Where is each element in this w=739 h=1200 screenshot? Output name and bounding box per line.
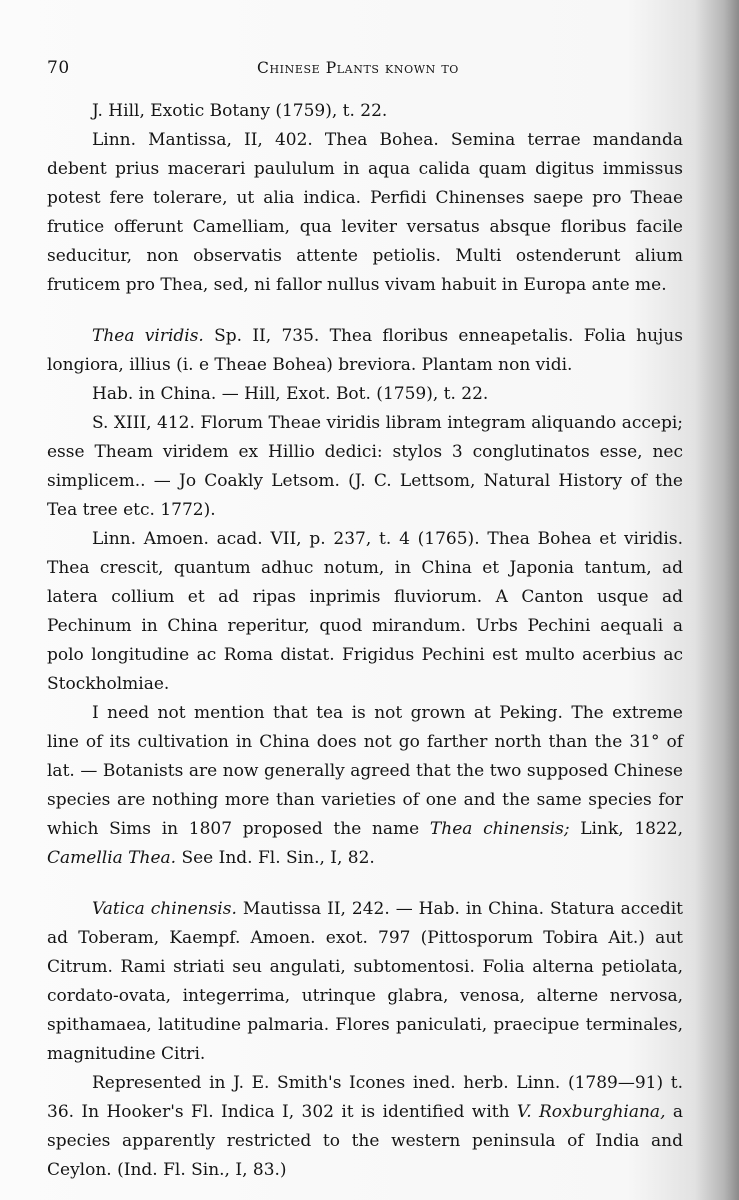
taxon-name: Vatica chinensis. [92, 899, 237, 919]
paragraph-text: I need not mention that tea is not grown at Peking. The extreme line of its cultivation in China does not go farther north than the 31° of lat. — Botanists are now generally agreed that the two supposed Chinese species are nothing more than varieties of one and the same species for which Sims in 1807 proposed the name [47, 703, 683, 839]
paragraph-habitat-china: Hab. in China. — Hill, Exot. Bot. (1759), t. 22. [92, 384, 489, 404]
taxon-name: Camellia Thea. [47, 848, 177, 868]
paragraph-text: a species apparently restricted to the western peninsula of India and Ceylon. (Ind. Fl. Sin., I, 83.) [47, 1102, 683, 1180]
taxon-name: V. Roxburghiana, [516, 1102, 666, 1122]
section-gap [47, 300, 683, 322]
paragraph-text: Link, 1822, [569, 819, 683, 839]
paragraph-commentary-vatica [47, 1069, 683, 1185]
paragraph-hill-exotic-botany: J. Hill, Exotic Botany (1759), t. 22. [92, 101, 388, 121]
paragraph-amoen-acad: Linn. Amoen. acad. VII, p. 237, t. 4 (1765). Thea Bohea et viridis. Thea crescit, quantum adhuc notum, in China et Japonia tantum, ad latera collium et ad ripas inprimis fluviorum. A Canton usque ad Pechinum in China reperitur, quod mirandum. Urbs Pechini aequali a polo longitudine ac Roma distat. Frigidus Pechini est multo acerbius ac Stockholmiae. [47, 529, 683, 694]
page-header [47, 58, 687, 82]
paragraph-text: Represented in J. E. Smith's Icones ined. herb. Linn. (1789—91) t. 36. In Hooker's Fl. Indica I, 302 it is identified with [47, 1073, 683, 1122]
page-body [47, 97, 683, 1185]
paragraph-thea-viridis [47, 322, 683, 380]
paragraph-text: See Ind. Fl. Sin., I, 82. [176, 848, 375, 868]
running-head: Chinese Plants known to [257, 59, 459, 77]
paragraph-text: Sp. II, 735. Thea floribus enneapetalis. Folia hujus longiora, illius (i. e Theae Bohea) breviora. Plantam non vidi. [47, 326, 683, 375]
taxon-name: Thea viridis. [92, 326, 204, 346]
page-number: 70 [47, 58, 70, 78]
paragraph-text: Mautissa II, 242. — Hab. in China. Statura accedit ad Toberam, Kaempf. Amoen. exot. 797 (Pittosporum Tobira Ait.) aut Citrum. Rami striati seu angulati, subtomentosi. Folia alterna petiolata, cordato-ovata, integerrima, utrinque glabra, venosa, alterne nervosa, spithamaea, latitudine palmaria. Flores paniculati, praecipue terminales, magnitudine Citri. [47, 899, 683, 1064]
paragraph-systema-xiii: S. XIII, 412. Florum Theae viridis libram integram aliquando accepi; esse Theam viridem ex Hillio dedici: stylos 3 conglutinatos esse, nec simplicem.. — Jo Coakly Letsom. (J. C. Lettsom, Natural History of the Tea tree etc. 1772). [47, 413, 683, 520]
paragraph-vatica-chinensis [47, 895, 683, 1069]
paragraph-commentary-tea [47, 699, 683, 873]
paragraph-linn-mantissa: Linn. Mantissa, II, 402. Thea Bohea. Semina terrae mandanda debent prius macerari paululum in aqua calida quam digitus immissus potest fere tolerare, ut alia indica. Perfidi Chinenses saepe pro Theae frutice offerunt Camelliam, qua leviter versatus absque floribus facile seducitur, non observatis attente petiolis. Multi ostenderunt alium fruticem pro Thea, sed, ni fallor nullus vivam habuit in Europa ante me. [47, 130, 683, 295]
section-gap [47, 873, 683, 895]
taxon-name: Thea chinensis; [429, 819, 570, 839]
